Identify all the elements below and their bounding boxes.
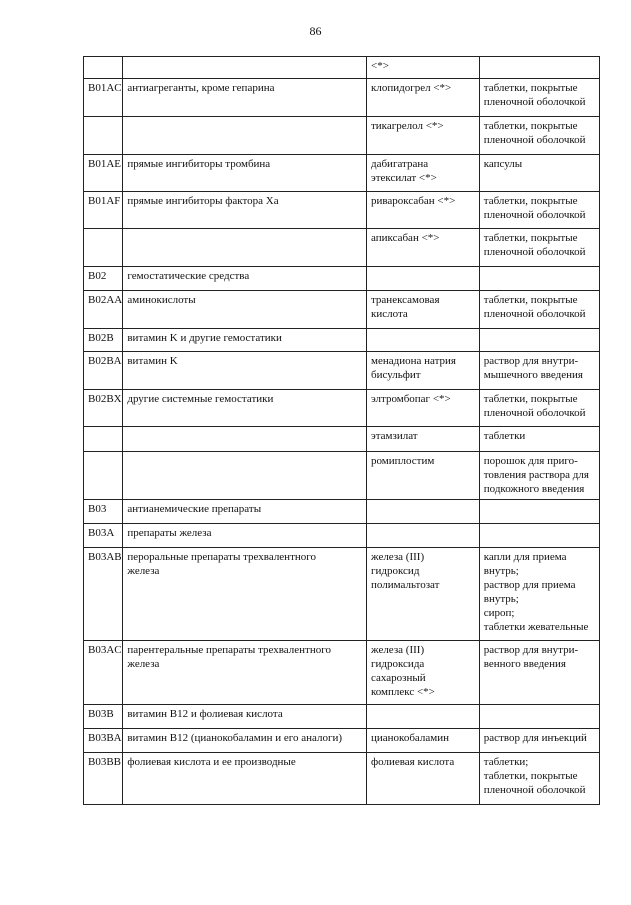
dosage-form-cell (479, 267, 599, 291)
atc-code-cell: B02AA (84, 291, 123, 329)
atc-code-cell: B03B (84, 705, 123, 729)
drug-table (83, 56, 600, 805)
anatomical-group-cell: витамин K (123, 352, 367, 390)
table-row (84, 329, 600, 352)
anatomical-group-cell (123, 452, 367, 500)
table-row (84, 229, 600, 267)
table-row (84, 79, 600, 117)
atc-code-cell (84, 427, 123, 452)
table-row (84, 729, 600, 753)
anatomical-group-cell: другие системные гемостатики (123, 390, 367, 427)
drug-name-cell (366, 329, 479, 352)
table-row (84, 267, 600, 291)
anatomical-group-cell: фолиевая кислота и ее производные (123, 753, 367, 805)
table-row (84, 352, 600, 390)
dosage-form-cell: таблетки; таблетки, покрытые пленочной оболочкой (479, 753, 599, 805)
anatomical-group-cell (123, 229, 367, 267)
atc-code-cell: B02 (84, 267, 123, 291)
table-row (84, 390, 600, 427)
anatomical-group-cell: пероральные препараты трехвалентного железа (123, 548, 367, 641)
table-row (84, 291, 600, 329)
dosage-form-cell (479, 500, 599, 524)
anatomical-group-cell: витамин B12 и фолиевая кислота (123, 705, 367, 729)
dosage-form-cell (479, 705, 599, 729)
dosage-form-cell (479, 57, 599, 79)
dosage-form-cell: таблетки, покрытые пленочной оболочкой (479, 390, 599, 427)
drug-name-cell: тикагрелол <*> (366, 117, 479, 155)
dosage-form-cell: таблетки (479, 427, 599, 452)
drug-name-cell: ромиплостим (366, 452, 479, 500)
anatomical-group-cell: антианемические препараты (123, 500, 367, 524)
drug-name-cell: железа (III) гидроксида сахарозный комплекс <*> (366, 641, 479, 705)
drug-name-cell: элтромбопаг <*> (366, 390, 479, 427)
table-row (84, 705, 600, 729)
drug-name-cell: <*> (366, 57, 479, 79)
table-row (84, 641, 600, 705)
table-body (84, 57, 600, 805)
drug-name-cell: клопидогрел <*> (366, 79, 479, 117)
anatomical-group-cell: витамин B12 (цианокобаламин и его аналоги) (123, 729, 367, 753)
atc-code-cell: B02BX (84, 390, 123, 427)
drug-name-cell (366, 500, 479, 524)
dosage-form-cell: таблетки, покрытые пленочной оболочкой (479, 117, 599, 155)
table-row (84, 452, 600, 500)
atc-code-cell: B03BB (84, 753, 123, 805)
drug-name-cell: дабигатрана этексилат <*> (366, 155, 479, 192)
atc-code-cell: B03A (84, 524, 123, 548)
atc-code-cell: B01AC (84, 79, 123, 117)
drug-name-cell: фолиевая кислота (366, 753, 479, 805)
drug-name-cell (366, 705, 479, 729)
atc-code-cell (84, 229, 123, 267)
dosage-form-cell: таблетки, покрытые пленочной оболочкой (479, 229, 599, 267)
atc-code-cell: B02B (84, 329, 123, 352)
anatomical-group-cell: прямые ингибиторы тромбина (123, 155, 367, 192)
table-row (84, 500, 600, 524)
dosage-form-cell: порошок для приго- товления раствора для подкожного введения (479, 452, 599, 500)
drug-name-cell: цианокобаламин (366, 729, 479, 753)
table-row (84, 524, 600, 548)
drug-name-cell: апиксабан <*> (366, 229, 479, 267)
table-row (84, 57, 600, 79)
anatomical-group-cell (123, 427, 367, 452)
atc-code-cell: B01AF (84, 192, 123, 229)
table-row (84, 155, 600, 192)
atc-code-cell (84, 452, 123, 500)
table-row (84, 548, 600, 641)
table-row (84, 753, 600, 805)
table-row (84, 427, 600, 452)
table-row (84, 117, 600, 155)
anatomical-group-cell: препараты железа (123, 524, 367, 548)
anatomical-group-cell: прямые ингибиторы фактора Ха (123, 192, 367, 229)
anatomical-group-cell: витамин K и другие гемостатики (123, 329, 367, 352)
drug-name-cell (366, 267, 479, 291)
atc-code-cell: B03 (84, 500, 123, 524)
atc-code-cell: B03BA (84, 729, 123, 753)
drug-name-cell: этамзилат (366, 427, 479, 452)
dosage-form-cell (479, 524, 599, 548)
anatomical-group-cell: гемостатические средства (123, 267, 367, 291)
anatomical-group-cell: антиагреганты, кроме гепарина (123, 79, 367, 117)
drug-name-cell (366, 524, 479, 548)
dosage-form-cell: таблетки, покрытые пленочной оболочкой (479, 192, 599, 229)
dosage-form-cell: капсулы (479, 155, 599, 192)
page-number: 86 (309, 24, 322, 38)
dosage-form-cell: раствор для инъекций (479, 729, 599, 753)
dosage-form-cell: капли для приема внутрь; раствор для приема внутрь; сироп; таблетки жевательные (479, 548, 599, 641)
anatomical-group-cell (123, 117, 367, 155)
atc-code-cell (84, 57, 123, 79)
atc-code-cell: B02BA (84, 352, 123, 390)
anatomical-group-cell (123, 57, 367, 79)
table-row (84, 192, 600, 229)
drug-name-cell: менадиона натрия бисульфит (366, 352, 479, 390)
atc-code-cell: B01AE (84, 155, 123, 192)
dosage-form-cell: таблетки, покрытые пленочной оболочкой (479, 291, 599, 329)
atc-code-cell: B03AB (84, 548, 123, 641)
drug-name-cell: железа (III) гидроксид полимальтозат (366, 548, 479, 641)
dosage-form-cell: раствор для внутри- мышечного введения (479, 352, 599, 390)
anatomical-group-cell: парентеральные препараты трехвалентного железа (123, 641, 367, 705)
dosage-form-cell: таблетки, покрытые пленочной оболочкой (479, 79, 599, 117)
dosage-form-cell (479, 329, 599, 352)
atc-code-cell (84, 117, 123, 155)
anatomical-group-cell: аминокислоты (123, 291, 367, 329)
atc-code-cell: B03AC (84, 641, 123, 705)
dosage-form-cell: раствор для внутри- венного введения (479, 641, 599, 705)
drug-name-cell: транексамовая кислота (366, 291, 479, 329)
drug-name-cell: ривароксабан <*> (366, 192, 479, 229)
